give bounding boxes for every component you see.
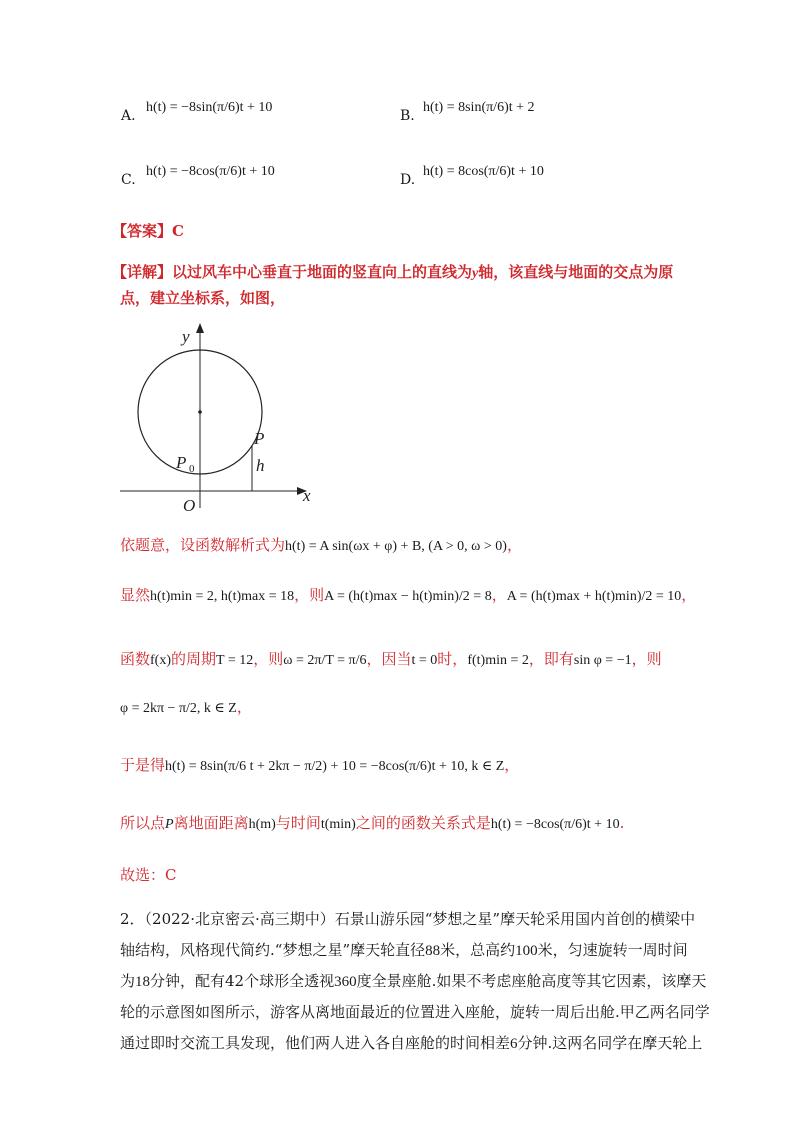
step-6: 所以点P离地面距离h(m)与时间t(min)之间的函数关系式是h(t) = −8cos(π/6)t + 10. bbox=[120, 814, 625, 832]
label-p0-subscript: 0 bbox=[189, 463, 195, 475]
choose-line: 故选：C bbox=[120, 866, 177, 884]
label-x: x bbox=[303, 486, 311, 505]
option-c-formula: h(t) = −8cos(π/6)t + 10 bbox=[146, 164, 275, 179]
label-origin: O bbox=[183, 496, 196, 515]
option-d-letter: D. bbox=[400, 172, 416, 188]
option-a-letter: A. bbox=[121, 108, 136, 124]
detail-line-1: 【详解】以过风车中心垂直于地面的竖直向上的直线为y轴，该直线与地面的交点为原 bbox=[112, 263, 674, 281]
label-p: P bbox=[254, 429, 265, 448]
problem-2-line-4: 轮的示意图如图所示，游客从离地面最近的位置进入座舱，旋转一周后出舱.甲乙两名同学 bbox=[120, 1003, 710, 1021]
y-axis-arrow bbox=[196, 323, 204, 333]
step-3: 函数f(x)的周期T = 12，则ω = 2π/T = π/6，因当t = 0时，f(t)min = 2，即有sin φ = −1，则 bbox=[120, 650, 662, 668]
detail-label: 【详解】 bbox=[112, 263, 173, 281]
answer-line bbox=[112, 220, 184, 241]
center-dot bbox=[198, 410, 202, 414]
label-p0: P bbox=[176, 453, 187, 472]
step-4: φ = 2kπ − π/2, k ∈ Z， bbox=[120, 698, 252, 716]
step-2: 显然h(t)min = 2, h(t)max = 18，则A = (h(t)max − h(t)min)/2 = 8，A = (h(t)max + h(t)min)/2 = 10， bbox=[120, 586, 697, 604]
detail-var-y: y bbox=[472, 266, 479, 281]
problem-2-line-1: 2．（2022·北京密云·高三期中）石景山游乐园“梦想之星”摩天轮采用国内首创的横梁中 bbox=[120, 910, 696, 928]
option-b-letter: B. bbox=[400, 108, 415, 124]
label-h: h bbox=[256, 456, 265, 475]
option-a-formula: h(t) = −8sin(π/6)t + 10 bbox=[146, 100, 273, 115]
step-1-math: h(t) = A sin(ωx + φ) + B, (A > 0, ω > 0) bbox=[285, 539, 507, 554]
option-d-formula: h(t) = 8cos(π/6)t + 10 bbox=[423, 164, 544, 179]
problem-2-line-5: 通过即时交流工具发现，他们两人进入各自座舱的时间相差6分钟.这两名同学在摩天轮上 bbox=[120, 1034, 703, 1052]
problem-2-line-3: 为18分钟，配有42个球形全透视360度全景座舱.如果不考虑座舱高度等其它因素，该摩天 bbox=[120, 972, 707, 990]
option-b-formula: h(t) = 8sin(π/6)t + 2 bbox=[423, 100, 535, 115]
answer-value: C bbox=[172, 222, 184, 240]
option-c-letter: C. bbox=[121, 172, 136, 188]
detail-line-2: 点，建立坐标系，如图， bbox=[120, 289, 286, 307]
coordinate-figure bbox=[110, 318, 320, 518]
answer-label: 【答案】 bbox=[112, 222, 173, 240]
step-5: 于是得h(t) = 8sin(π/6 t + 2kπ − π/2) + 10 = −8cos(π/6)t + 10, k ∈ Z， bbox=[120, 756, 520, 774]
step-1: 依题意，设函数解析式为h(t) = A sin(ωx + φ) + B, (A > 0, ω > 0)， bbox=[120, 536, 522, 554]
problem-2-line-2: 轴结构，风格现代简约.“梦想之星”摩天轮直径88米，总高约100米，匀速旋转一周时间 bbox=[120, 941, 688, 959]
label-y: y bbox=[182, 327, 190, 346]
